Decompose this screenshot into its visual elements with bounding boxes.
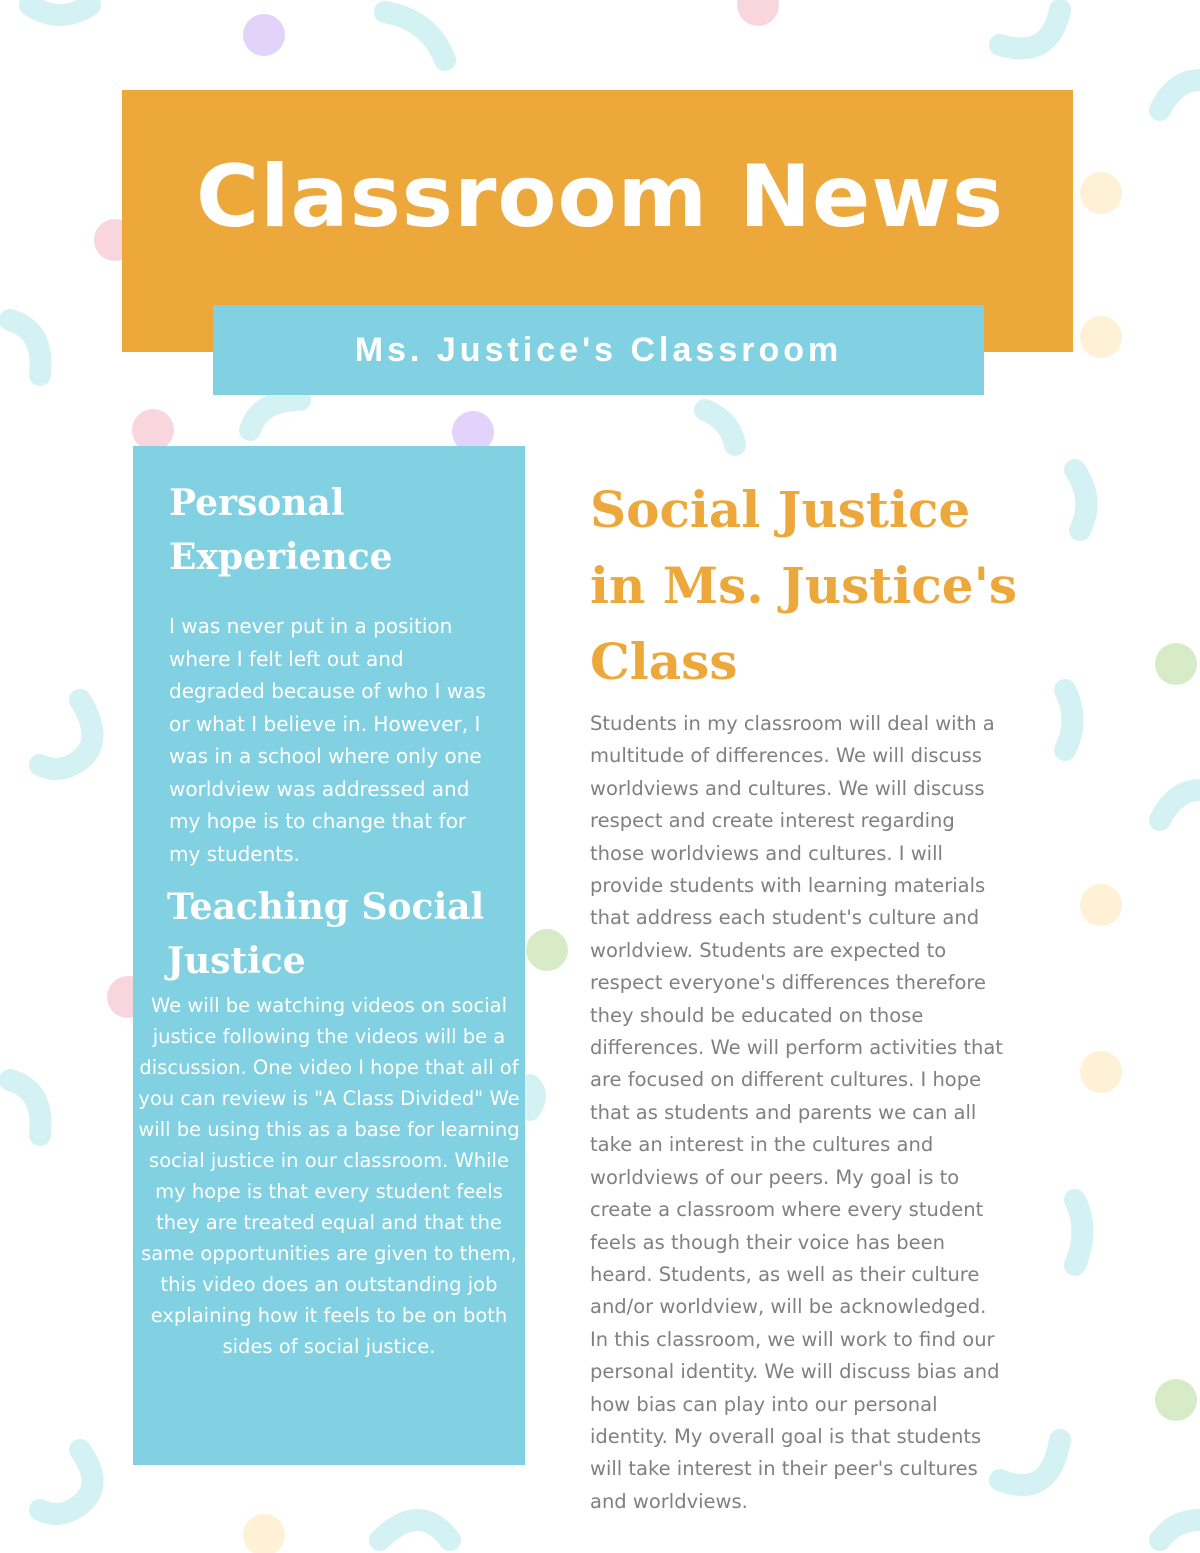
confetti-dot	[243, 1514, 285, 1553]
confetti-arc	[1160, 80, 1200, 110]
confetti-arc	[1000, 10, 1060, 48]
confetti-arc	[1160, 790, 1200, 820]
personal-experience-heading: Personal Experience	[169, 482, 393, 578]
confetti-arc	[1075, 1200, 1083, 1265]
teaching-social-justice-heading: Teaching Social Justice	[167, 886, 485, 982]
confetti-dot	[132, 409, 174, 451]
confetti-arc	[385, 12, 445, 60]
confetti-dot	[737, 0, 779, 26]
confetti-dot	[243, 14, 285, 56]
confetti-arc	[530, 1085, 535, 1110]
classroom-name: Ms. Justice's Classroom	[354, 330, 843, 369]
confetti-arc	[40, 1450, 93, 1514]
confetti-dot	[526, 929, 568, 971]
confetti-arc	[250, 400, 300, 430]
confetti-arc	[1160, 1520, 1200, 1540]
confetti-arc	[40, 700, 93, 769]
confetti-dot	[1080, 316, 1122, 358]
sidebar-panel	[133, 446, 525, 1465]
confetti-arc	[10, 320, 41, 375]
newsletter-title: Classroom News	[195, 147, 1005, 247]
confetti-arc	[1075, 470, 1086, 530]
main-article-heading: Social Justice in Ms. Justice's Class	[590, 480, 1018, 691]
confetti-dot	[1080, 884, 1122, 926]
teaching-social-justice-text: We will be watching videos on social justice following the videos will be a discussion. One video I hope that all of you can review is "A Class Divided" We will be using this as a base for learning social justice in our classroom. While my hope is that every student feels they are treated equal and that the same opportunities are given to them, this video does an outstanding job explaining how it feels to be on both sides of social justice.	[138, 994, 520, 1358]
confetti-dot	[1080, 1051, 1122, 1093]
personal-experience-text: I was never put in a position where I felt left out and degraded because of who I was or what I believe in. However, I was in a school where only one worldview was addressed and my hope is to change that for my students.	[169, 614, 486, 866]
confetti-arc	[380, 1520, 450, 1540]
confetti-dot	[1155, 1379, 1197, 1421]
confetti-arc	[1065, 690, 1073, 750]
confetti-arc	[30, 5, 90, 15]
confetti-arc	[10, 1080, 41, 1135]
main-article-text: Students in my classroom will deal with a multitude of differences. We will discuss worldviews and cultures. We will discuss respect and create interest regarding those worldviews and cultures. I will provide students with learning materials that address each student's culture and worldview. Students are expected to respect everyone's differences therefore they should be educated on those differences. We will perform activities that are focused on different cultures. I hope that as students and parents we can all take an interest in the cultures and worldviews of our peers. My goal is to create a classroom where every student feels as though their voice has been heard. Students, as well as their culture and/or worldview, will be acknowledged. In this classroom, we will work to find our personal identity. We will discuss bias and how bias can play into our personal identity. My overall goal is that students will take interest in their peer's cultures and worldviews.	[590, 712, 1003, 1513]
confetti-arc	[705, 410, 735, 445]
subtitle-banner	[213, 305, 984, 395]
confetti-dot	[1155, 643, 1197, 685]
